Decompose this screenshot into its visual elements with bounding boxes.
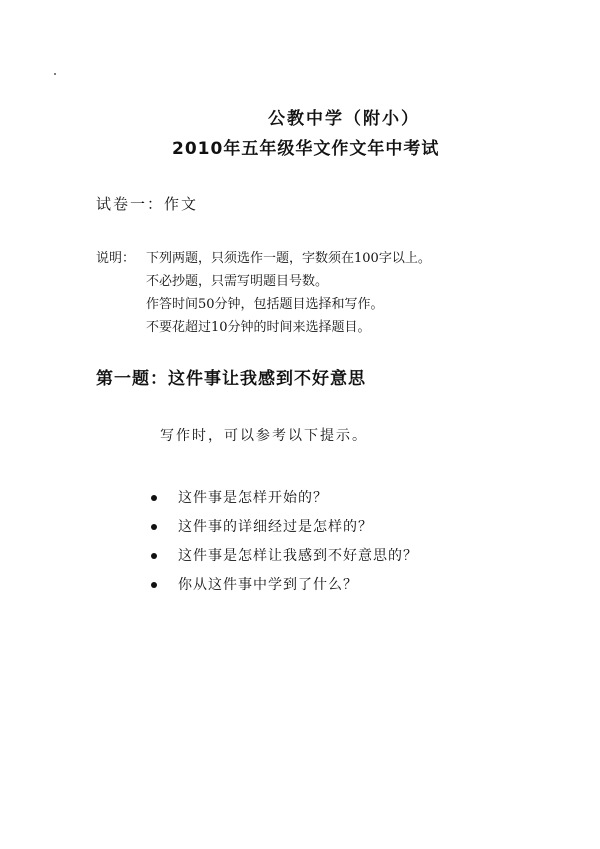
- prompt-item: [148, 571, 418, 600]
- prompt-item: [148, 513, 418, 542]
- instruction-item: 下列两题，只须选作一题，字数须在100字以上。: [146, 251, 431, 266]
- bullet-icon: [151, 582, 157, 588]
- school-name: 公教中学（附小）: [268, 109, 420, 129]
- exam-title: 2010年五年级华文作文年中考试: [172, 139, 440, 159]
- prompt-text: 这件事是怎样开始的？: [178, 490, 328, 506]
- prompt-text: 你从这件事中学到了什么？: [178, 577, 358, 593]
- prompt-text: 这件事是怎样让我感到不好意思的？: [178, 548, 418, 564]
- prompt-list: [148, 484, 418, 600]
- instruction-item: 不必抄题，只需写明题目号数。: [146, 274, 329, 289]
- instructions-list: [146, 247, 431, 339]
- instructions-label: 说明：: [96, 251, 136, 266]
- bullet-icon: [151, 495, 157, 501]
- prompt-item: [148, 542, 418, 571]
- instruction-item: 作答时间50分钟，包括题目选择和写作。: [146, 297, 384, 312]
- prompt-item: [148, 484, 418, 513]
- question-title: 第一题：这件事让我感到不好意思: [96, 369, 366, 389]
- scan-speck: [54, 73, 56, 75]
- bullet-icon: [151, 524, 157, 530]
- hint-intro: 写作时，可以参考以下提示。: [160, 428, 368, 444]
- prompt-text: 这件事的详细经过是怎样的？: [178, 519, 373, 535]
- bullet-icon: [151, 553, 157, 559]
- section-heading: 试卷一：作文: [96, 195, 199, 213]
- instruction-item: 不要花超过10分钟的时间来选择题目。: [146, 320, 371, 335]
